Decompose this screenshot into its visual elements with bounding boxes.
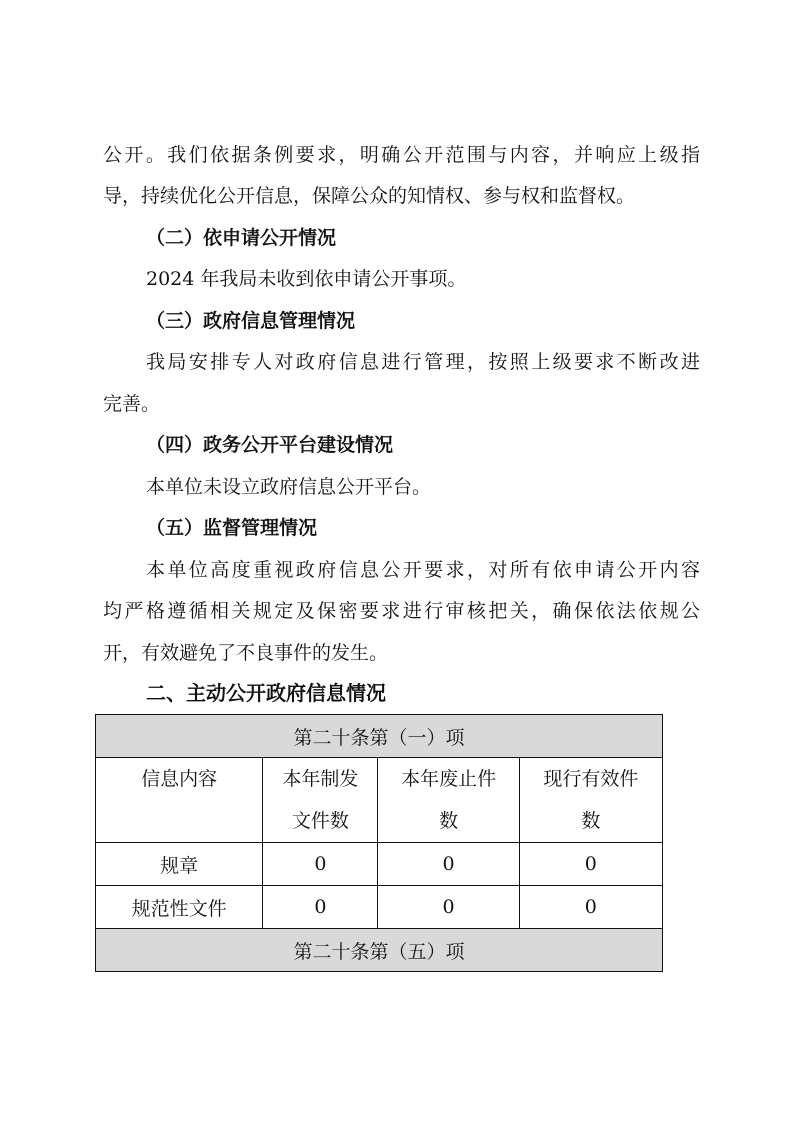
- paragraph-info-management-line-1: 我局安排专人对政府信息进行管理，按照上级要求不断改进: [146, 351, 700, 373]
- table-cell-label: 规章: [96, 843, 263, 886]
- table-cell-repealed: 0: [378, 843, 519, 886]
- table-header-current-line-1: 现行有效件: [543, 768, 639, 790]
- heading-info-management: （三）政府信息管理情况: [146, 310, 356, 332]
- table-cell-current: 0: [519, 886, 662, 929]
- paragraph-supervision-line-2: 均严格遵循相关规定及保密要求进行审核把关，确保依法依规公: [103, 600, 700, 622]
- paragraph-apply-disclosure: 2024 年我局未收到依申请公开事项。: [146, 268, 467, 290]
- paragraph-platform-construction: 本单位未设立政府信息公开平台。: [146, 476, 432, 498]
- intro-paragraph-line-2: 导，持续优化公开信息，保障公众的知情权、参与权和监督权。: [103, 185, 636, 207]
- table-band-article-20-item-5: 第二十条第（五）项: [96, 929, 663, 972]
- table-header-issued-line-1: 本年制发: [282, 768, 359, 790]
- heading-platform-construction: （四）政务公开平台建设情况: [146, 434, 394, 456]
- table-cell-label: 规范性文件: [96, 886, 263, 929]
- table-header-content: 信息内容: [96, 758, 263, 843]
- table-header-issued: [263, 758, 378, 843]
- table-cell-current: 0: [519, 843, 662, 886]
- table-row: [96, 886, 663, 929]
- paragraph-info-management-line-2: 完善。: [103, 393, 161, 415]
- table-header-current-line-2: 数: [581, 810, 601, 832]
- paragraph-supervision-line-1: 本单位高度重视政府信息公开要求，对所有依申请公开内容: [146, 559, 700, 581]
- disclosure-table: [95, 714, 663, 972]
- table-header-repealed-line-1: 本年废止件: [401, 768, 497, 790]
- table-header-repealed: [378, 758, 519, 843]
- heading-supervision: （五）监督管理情况: [146, 517, 318, 539]
- table-band-article-20-item-1: 第二十条第（一）项: [96, 715, 663, 758]
- paragraph-supervision-line-3: 开，有效避免了不良事件的发生。: [103, 642, 389, 664]
- intro-paragraph-line-1: 公开。我们依据条例要求，明确公开范围与内容，并响应上级指: [103, 144, 700, 166]
- heading-apply-disclosure: （二）依申请公开情况: [146, 227, 337, 249]
- table-header-issued-line-2: 文件数: [291, 810, 349, 832]
- table-header-repealed-line-2: 数: [439, 810, 459, 832]
- table-cell-repealed: 0: [378, 886, 519, 929]
- table-row: [96, 843, 663, 886]
- table-cell-issued: 0: [263, 886, 378, 929]
- section-title: 二、主动公开政府信息情况: [146, 681, 386, 705]
- table-header-current: [519, 758, 662, 843]
- table-cell-issued: 0: [263, 843, 378, 886]
